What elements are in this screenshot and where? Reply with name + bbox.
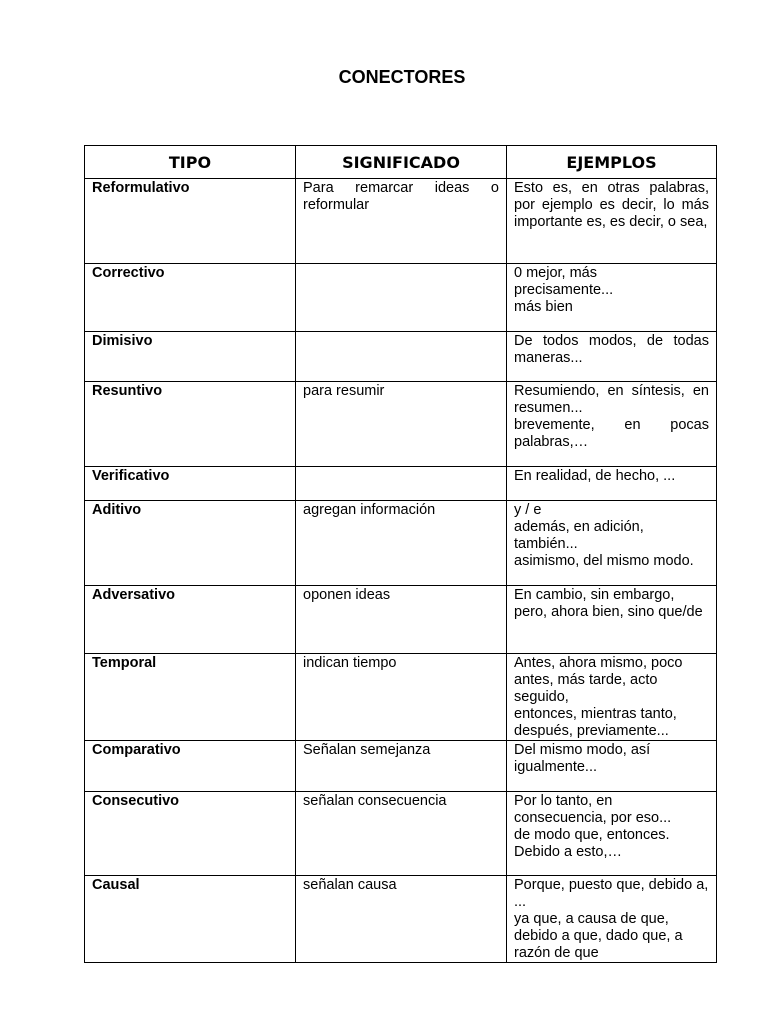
ejemplo-line: Resumiendo, en síntesis, en resumen... xyxy=(514,383,709,416)
ejemplo-line: 0 mejor, más xyxy=(514,265,597,281)
ejemplo-line: brevemente, en pocas palabras,… xyxy=(514,417,709,450)
significado-cell xyxy=(296,332,507,382)
tipo-cell: Resuntivo xyxy=(85,382,296,467)
table-row xyxy=(85,654,717,741)
ejemplo-line: y / e xyxy=(514,502,542,518)
header-tipo: TIPO xyxy=(85,146,296,179)
tipo-cell: Verificativo xyxy=(85,467,296,501)
tipo-cell: Consecutivo xyxy=(85,792,296,876)
table-row xyxy=(85,876,717,963)
table-row xyxy=(85,382,717,467)
ejemplo-line: más bien xyxy=(514,299,573,315)
ejemplo-line: En cambio, sin embargo, pero, ahora bien, sino que/de xyxy=(514,587,703,620)
table-row xyxy=(85,264,717,332)
ejemplos-cell xyxy=(507,654,717,741)
ejemplo-line: además, en adición, también... xyxy=(514,519,644,552)
ejemplo-line: En realidad, de hecho, ... xyxy=(514,468,676,484)
ejemplos-cell xyxy=(507,876,717,963)
significado-cell: agregan información xyxy=(296,501,507,586)
significado-cell: indican tiempo xyxy=(296,654,507,741)
ejemplo-line: entonces, mientras tanto, después, previamente... xyxy=(514,706,677,739)
ejemplo-line: de modo que, entonces. xyxy=(514,827,670,843)
significado-cell: señalan consecuencia xyxy=(296,792,507,876)
connectors-table xyxy=(84,145,717,963)
tipo-cell: Dimisivo xyxy=(85,332,296,382)
ejemplo-line: ya que, a causa de que, debido a que, dado que, a razón de que xyxy=(514,911,683,961)
ejemplo-line: Porque, puesto que, debido a, ... xyxy=(514,877,709,910)
table-row xyxy=(85,467,717,501)
ejemplos-cell xyxy=(507,501,717,586)
table-row xyxy=(85,741,717,792)
ejemplos-cell xyxy=(507,586,717,654)
tipo-cell: Comparativo xyxy=(85,741,296,792)
significado-cell: Para remarcar ideas o reformular xyxy=(296,179,507,264)
tipo-cell: Adversativo xyxy=(85,586,296,654)
significado-cell: para resumir xyxy=(296,382,507,467)
ejemplo-line: asimismo, del mismo modo. xyxy=(514,553,694,569)
ejemplo-line: Debido a esto,… xyxy=(514,844,623,860)
document-title: CONECTORES xyxy=(338,67,466,87)
significado-cell: oponen ideas xyxy=(296,586,507,654)
ejemplo-line: Antes, ahora mismo, poco antes, más tarde, acto seguido, xyxy=(514,655,683,705)
table-row xyxy=(85,792,717,876)
tipo-cell: Temporal xyxy=(85,654,296,741)
ejemplo-line: precisamente... xyxy=(514,282,614,298)
significado-cell: Señalan semejanza xyxy=(296,741,507,792)
ejemplos-cell xyxy=(507,382,717,467)
ejemplo-line: De todos modos, de todas maneras... xyxy=(514,333,709,366)
significado-cell: señalan causa xyxy=(296,876,507,963)
tipo-cell: Aditivo xyxy=(85,501,296,586)
ejemplos-cell xyxy=(507,332,717,382)
ejemplos-cell xyxy=(507,792,717,876)
table-row xyxy=(85,586,717,654)
ejemplos-cell xyxy=(507,741,717,792)
ejemplos-cell xyxy=(507,179,717,264)
table-row xyxy=(85,501,717,586)
tipo-cell: Correctivo xyxy=(85,264,296,332)
significado-cell xyxy=(296,467,507,501)
ejemplos-cell xyxy=(507,264,717,332)
header-ejemplos: EJEMPLOS xyxy=(507,146,717,179)
table-header-row xyxy=(85,146,717,179)
table-row xyxy=(85,179,717,264)
significado-cell xyxy=(296,264,507,332)
ejemplos-cell xyxy=(507,467,717,501)
tipo-cell: Causal xyxy=(85,876,296,963)
ejemplo-line: Esto es, en otras palabras, por ejemplo es decir, lo más importante es, es decir, o sea, xyxy=(514,180,709,230)
header-significado: SIGNIFICADO xyxy=(296,146,507,179)
tipo-cell: Reformulativo xyxy=(85,179,296,264)
table-row xyxy=(85,332,717,382)
ejemplo-line: Del mismo modo, así igualmente... xyxy=(514,742,651,775)
ejemplo-line: Por lo tanto, en consecuencia, por eso... xyxy=(514,793,672,826)
